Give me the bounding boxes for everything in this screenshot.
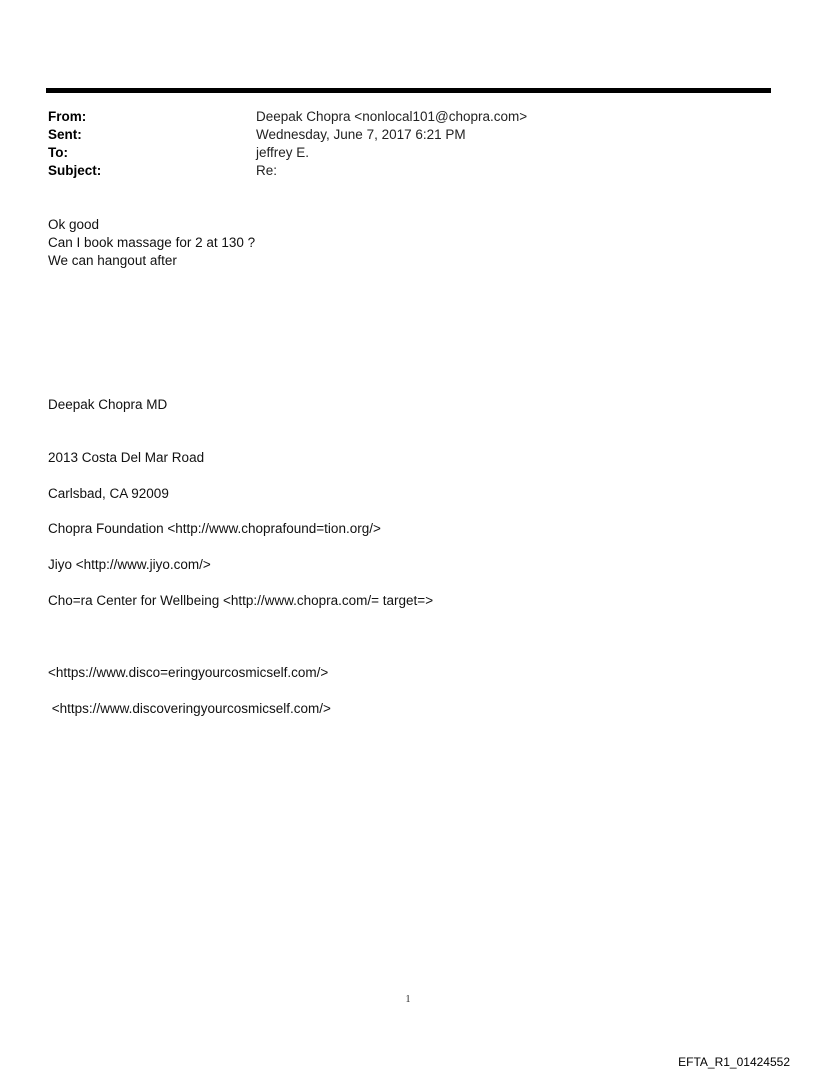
from-label: From: <box>48 109 87 124</box>
signature-link-foundation: Chopra Foundation <http://www.choprafound=tion.org/> <box>48 521 381 536</box>
signature-name: Deepak Chopra MD <box>48 397 168 412</box>
email-body <box>48 216 255 270</box>
signature-link-cosmic-alt: <https://www.discoveringyourcosmicself.com/> <box>48 701 331 716</box>
subject-label: Subject: <box>48 163 102 178</box>
to-value: jeffrey E. <box>256 145 310 160</box>
body-line: Can I book massage for 2 at 130 ? <box>48 235 256 250</box>
signature-link-center: Cho=ra Center for Wellbeing <http://www.chopra.com/= target=> <box>48 593 434 608</box>
subject-value: Re: <box>256 163 278 178</box>
signature-link-jiyo: Jiyo <http://www.jiyo.com/> <box>48 557 211 572</box>
page-number: 1 <box>405 994 411 1005</box>
sent-value: Wednesday, June 7, 2017 6:21 PM <box>256 127 466 142</box>
sent-row <box>48 126 748 144</box>
body-line: Ok good <box>48 217 100 232</box>
sent-label: Sent: <box>48 127 82 142</box>
document-id: EFTA_R1_01424552 <box>678 1055 790 1069</box>
to-row <box>48 144 748 162</box>
header-divider <box>46 88 771 93</box>
from-row <box>48 108 748 126</box>
subject-row <box>48 162 748 180</box>
signature-street: 2013 Costa Del Mar Road <box>48 450 205 465</box>
email-header <box>48 108 748 180</box>
from-value: Deepak Chopra <nonlocal101@chopra.com> <box>256 109 528 124</box>
to-label: To: <box>48 145 68 160</box>
signature-link-cosmic: <https://www.disco=eringyourcosmicself.com/> <box>48 665 329 680</box>
signature-city: Carlsbad, CA 92009 <box>48 486 169 501</box>
body-line: We can hangout after <box>48 253 177 268</box>
